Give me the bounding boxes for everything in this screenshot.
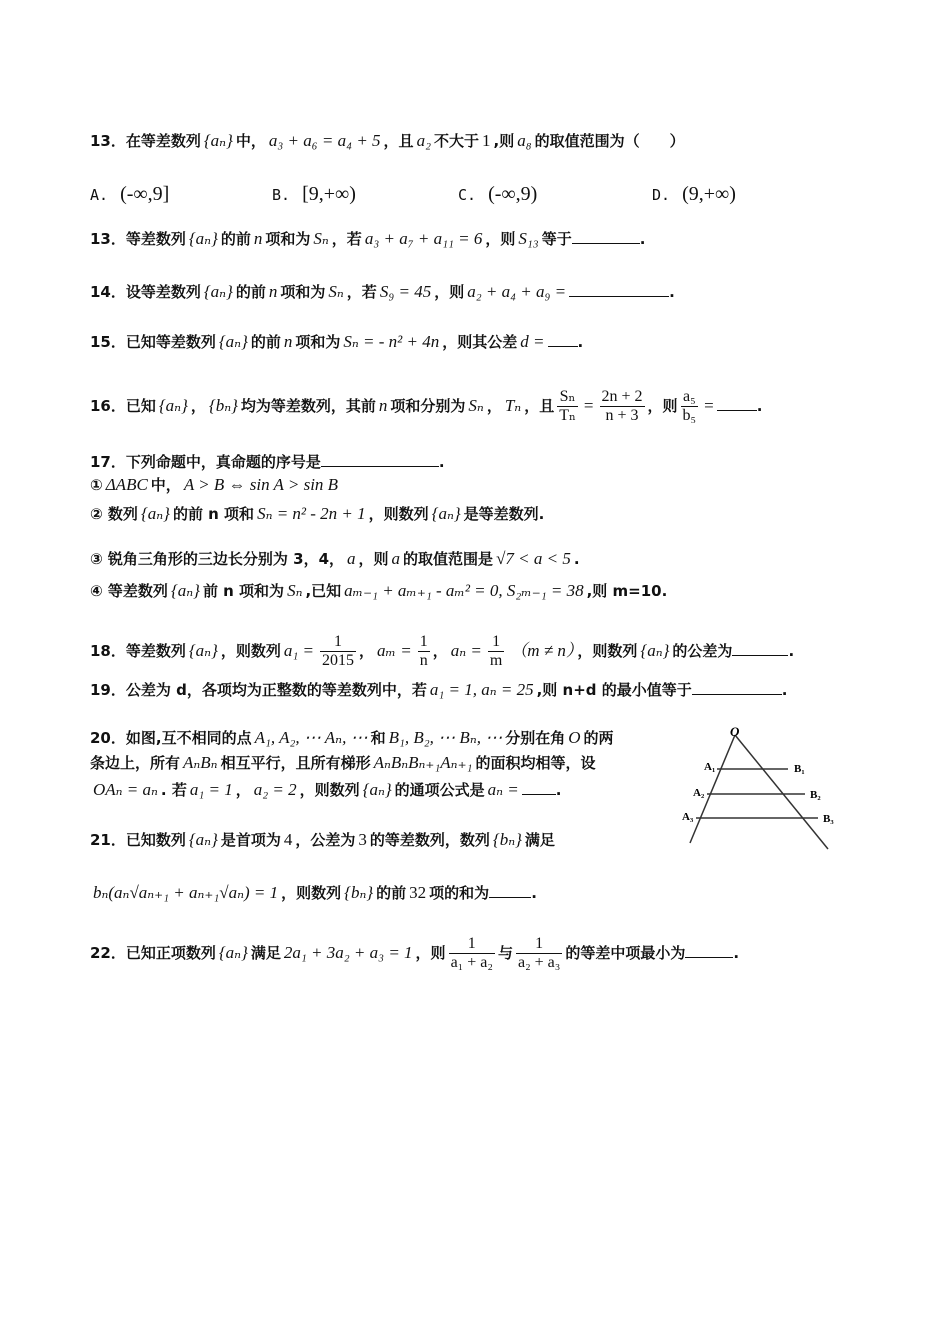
q22-mid: 满足	[250, 944, 281, 962]
q13b-s13: S₁₃	[518, 229, 539, 248]
q18-an: aₙ =	[450, 641, 482, 660]
q13b-n: n	[253, 229, 263, 248]
q13b-mid2: 项和为	[265, 230, 311, 248]
q21-four: 4	[283, 830, 293, 849]
label-a3: A₃	[682, 811, 694, 823]
q17-i3-a: a	[347, 549, 356, 568]
option-d	[652, 183, 736, 206]
q14-pre: 14．设等差数列	[90, 283, 201, 301]
q20-l1pre: 20．如图,互不相同的点	[90, 729, 252, 747]
q17-i4-seq: {aₙ}	[170, 581, 200, 600]
fraction-numerator: 1	[488, 633, 504, 652]
q14-s: Sₙ	[328, 282, 344, 301]
fraction-denominator: n	[419, 652, 428, 669]
q17-i2-pre: ② 数列	[90, 505, 138, 523]
q13a-a8: a₈	[517, 131, 532, 150]
q17-pre: 17．下列命题中，真命题的序号是	[90, 453, 321, 471]
q17-i2-seq: {aₙ}	[140, 504, 170, 523]
answer-blank[interactable]	[572, 229, 640, 244]
q21-expr: bₙ(aₙ√aₙ₊₁ + aₙ₊₁√aₙ) = 1	[93, 883, 279, 902]
fraction-numerator: a₅	[681, 388, 699, 407]
q15-mid2: 项和为	[295, 333, 341, 351]
q16-mid4: ，则	[647, 397, 678, 415]
q17-item-4	[90, 580, 667, 602]
answer-blank[interactable]	[548, 332, 578, 347]
q20-l3mid2: ，则数列	[299, 781, 360, 799]
q13b-expr: a₃ + a₇ + a₁₁ = 6	[364, 229, 483, 248]
option-b-label: B.	[272, 186, 291, 204]
q16-mid3: ，且	[524, 397, 555, 415]
q20-pts1: A₁, A₂, ⋯ Aₙ, ⋯	[254, 728, 368, 747]
fraction-denominator: b₅	[682, 407, 697, 424]
q15-mid3: ，则其公差	[442, 333, 518, 351]
q16-mid2: 项和分别为	[390, 397, 466, 415]
label-o: O	[730, 725, 740, 739]
q22-mid2: ，则	[415, 944, 446, 962]
q15-seq: {aₙ}	[218, 332, 248, 351]
q13b-mid4: ，则	[485, 230, 516, 248]
q17-i2-expr: Sₙ = n² - 2n + 1	[257, 504, 366, 523]
q18-mid2: ，则数列	[577, 642, 638, 660]
q16-t: Tₙ	[504, 396, 522, 415]
fraction	[557, 388, 578, 425]
q15-d: d =	[520, 332, 545, 351]
q17-i3-expr: √7 < a < 5	[496, 549, 571, 568]
q22-expr: 2a₁ + 3a₂ + a₃ = 1	[283, 943, 413, 962]
q14-expr2: a₂ + a₄ + a₉ =	[467, 282, 567, 301]
q13a-mid: 中，	[235, 132, 266, 150]
q21-mid4: ，则数列	[281, 884, 342, 902]
q17-i2-mid2: ，则数列	[368, 505, 429, 523]
fraction	[488, 633, 504, 670]
question-20-line3	[90, 779, 562, 801]
q17-i4-mid2: ,已知	[305, 582, 342, 600]
fraction-numerator: 1	[449, 935, 495, 954]
q15-mid: 的前	[250, 333, 281, 351]
question-22	[90, 935, 739, 972]
q17-i2-mid: 的前 n 项和	[172, 505, 255, 523]
q18-end: .	[788, 642, 795, 660]
q19-expr: a₁ = 1, aₙ = 25	[429, 680, 534, 699]
q17-i1-pre: ①	[90, 476, 103, 494]
q14-mid4: ，则	[434, 283, 465, 301]
q19-pre: 19．公差为 d，各项均为正整数的等差数列中，若	[90, 681, 427, 699]
q13b-seq: {aₙ}	[188, 229, 218, 248]
q13a-cond: 不大于	[433, 132, 479, 150]
q17-i2-seq2: {aₙ}	[431, 504, 461, 523]
q17-i3-pre: ③ 锐角三角形的三边长分别为 3，4，	[90, 550, 345, 568]
fraction-numerator: 1	[320, 633, 356, 652]
q21-end: .	[531, 884, 537, 902]
q13b-mid3: ，若	[331, 230, 362, 248]
q13b-tail: 等于	[541, 230, 572, 248]
answer-blank[interactable]	[717, 396, 757, 411]
fraction-denominator: Tₙ	[559, 407, 576, 424]
q17-i4-mid: 前 n 项和为	[202, 582, 285, 600]
q20-l3tail: 的通项公式是	[394, 781, 485, 799]
q20-l1end: 的两	[583, 729, 614, 747]
q20-a2: a₂ = 2	[253, 780, 297, 799]
q22-pre: 22．已知正项数列	[90, 944, 216, 962]
fraction-numerator: 1	[419, 633, 428, 650]
q16-end: .	[756, 397, 763, 415]
q21-mid: 是首项为	[220, 831, 281, 849]
q17-i4-s: Sₙ	[287, 581, 303, 600]
q18-cond: （m ≠ n）	[510, 641, 575, 660]
question-21-line2	[90, 882, 537, 904]
q21-three: 3	[358, 830, 367, 849]
q21-mid3: 的等差数列，数列	[369, 831, 490, 849]
q13a-mid3: ,则	[493, 132, 515, 150]
q20-pts2: B₁, B₂, ⋯ Bₙ, ⋯	[388, 728, 503, 747]
q21-mid2: ，公差为	[295, 831, 356, 849]
q13a-a2: a₂	[416, 131, 431, 150]
q13a-one: 1	[482, 131, 491, 150]
question-13b	[90, 228, 645, 250]
answer-blank[interactable]	[321, 452, 439, 467]
option-b	[272, 183, 356, 206]
q21-seq: {aₙ}	[188, 830, 218, 849]
q16-mid: 均为等差数列，其前	[240, 397, 376, 415]
q20-l3expr: OAₙ = aₙ	[93, 780, 158, 799]
fraction	[600, 388, 645, 425]
q18-am: aₘ =	[377, 641, 412, 660]
q18-seq2: {aₙ}	[640, 641, 670, 660]
q16-b: {bₙ}	[208, 396, 238, 415]
q21-mid5: 的前	[376, 884, 407, 902]
q20-l2tail: 的面积均相等，设	[475, 754, 596, 772]
option-c-label: C.	[458, 186, 477, 204]
option-c-value: (-∞,9)	[488, 183, 538, 205]
option-d-value: (9,+∞)	[682, 183, 736, 205]
q15-end: .	[577, 333, 584, 351]
fraction-numerator: 2n + 2	[601, 388, 643, 405]
q18-seq: {aₙ}	[188, 641, 218, 660]
q20-l3mid: . 若	[160, 781, 187, 799]
answer-blank[interactable]	[685, 943, 733, 958]
q20-l2mid: 相互平行，且所有梯形	[220, 754, 371, 772]
q13a-text: 13．在等差数列	[90, 132, 201, 150]
label-b2: B₂	[810, 789, 821, 801]
q15-pre: 15．已知等差数列	[90, 333, 216, 351]
q17-i2-tail: 是等差数列.	[463, 505, 545, 523]
question-13a	[90, 130, 685, 152]
q16-sep: ，	[190, 397, 206, 415]
q15-n: n	[283, 332, 293, 351]
q17-i1-mid: 中，	[150, 476, 181, 494]
fraction-denominator: 2015	[322, 652, 355, 669]
q20-and: 和	[370, 729, 386, 747]
q17-end: .	[438, 453, 445, 471]
q13a-seq: {aₙ}	[203, 131, 233, 150]
q18-mid: ，则数列	[220, 642, 281, 660]
q20-o: O	[568, 728, 581, 747]
q13b-mid: 的前	[220, 230, 251, 248]
label-b1: B₁	[794, 763, 805, 775]
option-b-value: [9,+∞)	[302, 183, 356, 205]
q21-tail2: 项的和为	[429, 884, 490, 902]
q17-item-1	[90, 474, 341, 496]
fraction	[681, 388, 699, 425]
q22-end: .	[733, 944, 740, 962]
question-21-line1	[90, 829, 555, 851]
question-16	[90, 388, 762, 425]
question-15	[90, 331, 583, 353]
q17-item-2	[90, 503, 544, 525]
q13b-pre: 13．等差数列	[90, 230, 186, 248]
question-18	[90, 633, 794, 670]
q18-tail: 的公差为	[672, 642, 733, 660]
fraction-numerator: 1	[516, 935, 562, 954]
q16-eq2: =	[704, 396, 714, 415]
q17-i1-expr: ΔABC	[105, 475, 148, 494]
q20-an: aₙ =	[487, 780, 519, 799]
q16-pre: 16．已知	[90, 397, 156, 415]
option-a-label: A.	[90, 186, 109, 204]
q21-seqb2: {bₙ}	[344, 883, 374, 902]
q14-mid3: ，若	[346, 283, 377, 301]
q20-trap: AₙBₙBₙ₊₁Aₙ₊₁	[373, 753, 473, 772]
q20-seq: {aₙ}	[362, 780, 392, 799]
q20-l1tail: 分别在角	[505, 729, 566, 747]
option-c	[458, 183, 537, 206]
q13b-end: .	[639, 230, 646, 248]
q21-n32: 32	[409, 883, 427, 902]
question-20-line2	[90, 752, 595, 774]
q18-sep: ，	[359, 642, 375, 660]
q22-mid3: 与	[497, 944, 513, 962]
q20-sep: ，	[235, 781, 251, 799]
fraction	[320, 633, 356, 670]
q14-end: .	[669, 283, 675, 301]
answer-blank[interactable]	[692, 680, 782, 695]
q20-anbn: AₙBₙ	[183, 753, 218, 772]
fraction-denominator: n + 3	[605, 407, 639, 424]
q14-mid: 的前	[235, 283, 266, 301]
q14-seq: {aₙ}	[203, 282, 233, 301]
fraction-denominator: a₁ + a₂	[450, 954, 493, 971]
option-d-label: D.	[652, 186, 671, 204]
q19-tail: ,则 n+d 的最小值等于	[536, 681, 692, 699]
q17-i3-a2: a	[391, 549, 401, 568]
option-a-value: (-∞,9]	[120, 183, 170, 205]
q17-i3-end: .	[573, 550, 580, 568]
q17-i4-pre: ④ 等差数列	[90, 582, 168, 600]
q21-pre: 21．已知数列	[90, 831, 186, 849]
q16-eq: =	[583, 396, 594, 415]
answer-blank[interactable]	[569, 282, 669, 297]
question-20-line1	[90, 727, 614, 749]
q17-item-3	[90, 548, 580, 570]
q14-mid2: 项和为	[280, 283, 326, 301]
q15-expr: Sₙ = - n² + 4n	[343, 332, 440, 351]
q20-l2pre: 条边上，所有	[90, 754, 181, 772]
q16-a: {aₙ}	[158, 396, 188, 415]
q16-s: Sₙ	[468, 396, 484, 415]
fraction	[418, 633, 430, 670]
question-14	[90, 281, 675, 303]
label-b3: B₃	[823, 813, 834, 825]
fraction	[449, 935, 495, 972]
q21-tail: 满足	[524, 831, 555, 849]
q17-i4-expr: aₘ₋₁ + aₘ₊₁ - aₘ² = 0, S₂ₘ₋₁ = 38	[344, 581, 584, 600]
q17-i3-mid: ，则	[358, 550, 389, 568]
answer-blank[interactable]	[522, 780, 556, 795]
q13a-mid2: ，且	[383, 132, 414, 150]
answer-blank[interactable]	[732, 641, 788, 656]
fraction-numerator: Sₙ	[557, 388, 578, 407]
answer-blank[interactable]	[489, 883, 531, 898]
q20-end: .	[555, 781, 562, 799]
q22-seq: {aₙ}	[218, 943, 248, 962]
q18-pre: 18．等差数列	[90, 642, 186, 660]
q18-sep2: ，	[432, 642, 448, 660]
q14-n: n	[268, 282, 278, 301]
q22-tail: 的等差中项最小为	[565, 944, 686, 962]
q13a-expr: a₃ + a₆ = a₄ + 5	[268, 131, 381, 150]
angle-trapezoid-figure	[680, 725, 840, 860]
q20-a1: a₁ = 1	[189, 780, 233, 799]
fraction	[516, 935, 562, 972]
q16-n: n	[378, 396, 388, 415]
q16-sep2: ，	[486, 397, 502, 415]
option-a	[90, 183, 169, 206]
q18-a1: a₁ =	[283, 641, 315, 660]
q17-i4-tail: ,则 m=10.	[586, 582, 668, 600]
q13b-s: Sₙ	[313, 229, 329, 248]
label-a2: A₂	[693, 787, 705, 799]
fraction-denominator: a₂ + a₃	[517, 954, 561, 971]
label-a1: A₁	[704, 761, 716, 773]
q17-i1-expr2: A > B ⇔ sin A > sin B	[183, 475, 339, 494]
q17-i3-mid2: 的取值范围是	[403, 550, 494, 568]
fraction-denominator: m	[489, 652, 503, 669]
q14-expr: S₉ = 45	[379, 282, 432, 301]
question-17	[90, 451, 445, 473]
q21-seqb: {bₙ}	[492, 830, 522, 849]
question-19	[90, 679, 787, 701]
q19-end: .	[781, 681, 788, 699]
q13a-tail: 的取值范围为（ ）	[534, 132, 685, 150]
